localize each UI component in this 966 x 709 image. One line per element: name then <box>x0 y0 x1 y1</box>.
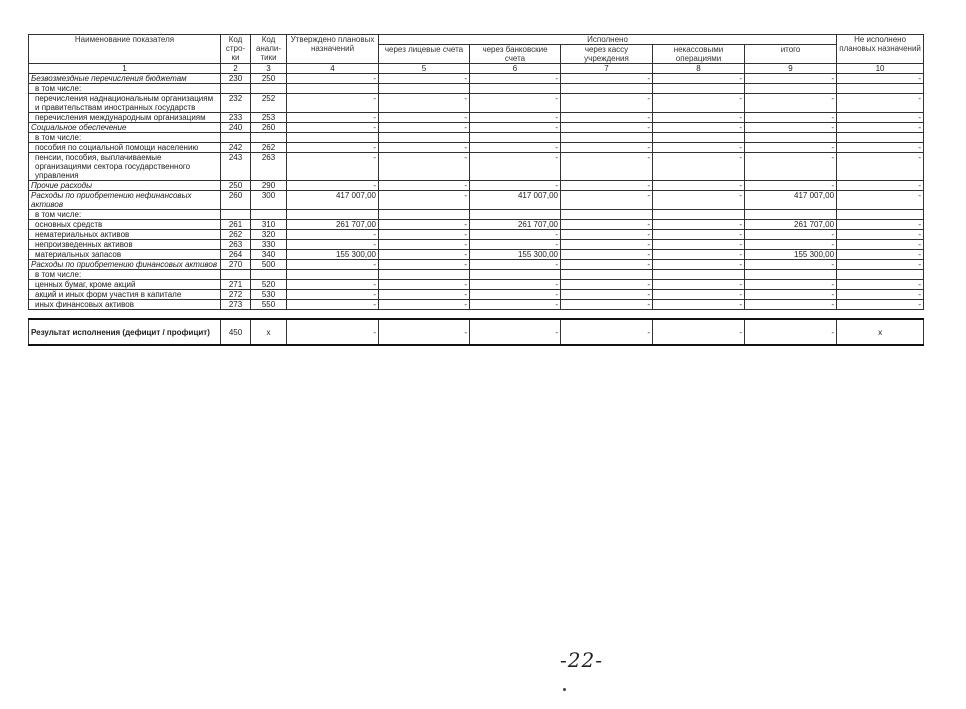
row-value <box>561 210 653 220</box>
row-value <box>561 133 653 143</box>
row-analytic-code: 340 <box>251 250 287 260</box>
row-value: - <box>561 94 653 113</box>
column-number: 3 <box>251 64 287 74</box>
row-value: - <box>287 240 379 250</box>
row-line-code: 264 <box>221 250 251 260</box>
row-value: - <box>379 191 470 210</box>
row-name: Расходы по приобретению нефинансовых активов <box>29 191 221 210</box>
table-row <box>29 260 924 270</box>
row-value: - <box>287 280 379 290</box>
row-line-code: 242 <box>221 143 251 153</box>
col-header-via-cash: через кассу учреждения <box>561 45 653 64</box>
row-name: в том числе: <box>29 210 221 220</box>
row-value: - <box>379 143 470 153</box>
table-row <box>29 113 924 123</box>
column-number-row <box>29 64 924 74</box>
row-analytic-code <box>251 210 287 220</box>
row-value: - <box>745 153 837 181</box>
row-analytic-code: 520 <box>251 280 287 290</box>
row-value: 261 707,00 <box>745 220 837 230</box>
row-value: - <box>561 230 653 240</box>
row-value: - <box>653 74 745 84</box>
row-value <box>470 270 561 280</box>
col-header-line-code: Код стро- ки <box>221 35 251 64</box>
row-value: - <box>745 260 837 270</box>
col-header-not-executed: Не исполнено плановых назначений <box>837 35 924 64</box>
row-value: - <box>653 220 745 230</box>
row-value: - <box>379 240 470 250</box>
result-name: Результат исполнения (дефицит / профицит) <box>29 319 221 345</box>
row-value: - <box>470 230 561 240</box>
row-line-code: 260 <box>221 191 251 210</box>
row-name: акций и иных форм участия в капитале <box>29 290 221 300</box>
row-value: 155 300,00 <box>287 250 379 260</box>
row-value: 417 007,00 <box>287 191 379 210</box>
row-line-code <box>221 84 251 94</box>
row-line-code: 272 <box>221 290 251 300</box>
row-value <box>287 270 379 280</box>
row-name: Безвозмездные перечисления бюджетам <box>29 74 221 84</box>
row-value: - <box>470 94 561 113</box>
row-value <box>653 84 745 94</box>
row-value <box>653 270 745 280</box>
row-value: - <box>653 290 745 300</box>
row-value: - <box>379 113 470 123</box>
row-value: - <box>561 220 653 230</box>
table-row <box>29 84 924 94</box>
row-value: - <box>287 153 379 181</box>
row-value: - <box>470 290 561 300</box>
row-analytic-code: 260 <box>251 123 287 133</box>
row-name: в том числе: <box>29 133 221 143</box>
row-name: нематериальных активов <box>29 230 221 240</box>
row-value: - <box>837 260 924 270</box>
result-value: - <box>653 319 745 345</box>
table-row <box>29 270 924 280</box>
row-value: - <box>561 143 653 153</box>
row-value: - <box>470 260 561 270</box>
row-line-code: 250 <box>221 181 251 191</box>
col-header-via-personal: через лицевые счета <box>379 45 470 64</box>
row-value: - <box>745 240 837 250</box>
row-line-code: 233 <box>221 113 251 123</box>
row-value: - <box>745 123 837 133</box>
row-value: - <box>470 181 561 191</box>
row-value: - <box>379 290 470 300</box>
row-value: - <box>653 123 745 133</box>
row-value: - <box>653 260 745 270</box>
row-analytic-code: 500 <box>251 260 287 270</box>
row-value: 417 007,00 <box>745 191 837 210</box>
row-analytic-code: 262 <box>251 143 287 153</box>
row-value: - <box>470 240 561 250</box>
row-value: - <box>653 280 745 290</box>
row-analytic-code: 290 <box>251 181 287 191</box>
row-value: - <box>379 123 470 133</box>
row-value: - <box>287 74 379 84</box>
column-number: 8 <box>653 64 745 74</box>
col-header-total: итого <box>745 45 837 64</box>
table-row <box>29 191 924 210</box>
row-value <box>287 84 379 94</box>
row-name: иных финансовых активов <box>29 300 221 310</box>
col-header-noncash: некассовыми операциями <box>653 45 745 64</box>
row-value: 155 300,00 <box>745 250 837 260</box>
row-value: - <box>745 290 837 300</box>
table-row <box>29 300 924 310</box>
expenditure-table <box>28 34 924 346</box>
row-value: - <box>561 74 653 84</box>
row-line-code: 230 <box>221 74 251 84</box>
col-header-via-bank: через банковские счета <box>470 45 561 64</box>
result-value: - <box>561 319 653 345</box>
table-row <box>29 123 924 133</box>
page-number: -22- <box>560 648 603 672</box>
table-row <box>29 153 924 181</box>
row-value <box>287 133 379 143</box>
table-row <box>29 250 924 260</box>
row-value: - <box>745 94 837 113</box>
row-analytic-code <box>251 270 287 280</box>
row-line-code: 271 <box>221 280 251 290</box>
row-value: - <box>837 113 924 123</box>
row-value: - <box>837 300 924 310</box>
row-value: - <box>561 290 653 300</box>
result-value: - <box>470 319 561 345</box>
row-analytic-code: 300 <box>251 191 287 210</box>
scan-speck <box>563 688 566 691</box>
row-value: - <box>561 181 653 191</box>
row-name: Прочие расходы <box>29 181 221 191</box>
row-name: перечисления наднациональным организациям и правительствам иностранных государств <box>29 94 221 113</box>
row-line-code <box>221 270 251 280</box>
row-value: - <box>379 230 470 240</box>
table-row <box>29 210 924 220</box>
row-value: 261 707,00 <box>287 220 379 230</box>
row-value: - <box>653 230 745 240</box>
row-value: - <box>653 113 745 123</box>
row-line-code: 262 <box>221 230 251 240</box>
row-line-code: 240 <box>221 123 251 133</box>
row-value <box>745 133 837 143</box>
row-value: - <box>561 280 653 290</box>
row-analytic-code: 252 <box>251 94 287 113</box>
table-row <box>29 133 924 143</box>
row-value <box>653 133 745 143</box>
row-analytic-code: 250 <box>251 74 287 84</box>
row-value: - <box>470 74 561 84</box>
row-value: - <box>561 260 653 270</box>
result-analytic-code: x <box>251 319 287 345</box>
row-value: - <box>287 300 379 310</box>
row-value: - <box>287 94 379 113</box>
row-value: - <box>561 300 653 310</box>
result-value: - <box>287 319 379 345</box>
row-value: - <box>745 74 837 84</box>
row-name: Социальное обеспечение <box>29 123 221 133</box>
column-number: 7 <box>561 64 653 74</box>
row-analytic-code: 550 <box>251 300 287 310</box>
row-value: - <box>837 290 924 300</box>
row-line-code: 243 <box>221 153 251 181</box>
row-value <box>379 84 470 94</box>
row-name: пособия по социальной помощи населению <box>29 143 221 153</box>
row-value <box>470 84 561 94</box>
column-number: 6 <box>470 64 561 74</box>
row-value <box>837 84 924 94</box>
row-value <box>837 133 924 143</box>
col-header-name: Наименование показателя <box>29 35 221 64</box>
row-value <box>470 210 561 220</box>
column-number: 9 <box>745 64 837 74</box>
table-row <box>29 290 924 300</box>
row-value: - <box>561 113 653 123</box>
row-value: - <box>287 143 379 153</box>
row-value: - <box>837 74 924 84</box>
row-value: - <box>287 181 379 191</box>
row-name: непроизведенных активов <box>29 240 221 250</box>
row-value: - <box>837 143 924 153</box>
row-value: - <box>653 143 745 153</box>
row-value: - <box>470 153 561 181</box>
row-value: - <box>470 143 561 153</box>
row-value: - <box>837 250 924 260</box>
row-value <box>561 270 653 280</box>
spacer-row <box>29 310 924 320</box>
row-value: - <box>653 250 745 260</box>
col-header-analytic-code: Код анали- тики <box>251 35 287 64</box>
row-value: - <box>561 191 653 210</box>
row-value <box>837 210 924 220</box>
row-analytic-code: 253 <box>251 113 287 123</box>
row-line-code <box>221 133 251 143</box>
row-value: - <box>837 181 924 191</box>
row-name: в том числе: <box>29 84 221 94</box>
row-value: - <box>287 290 379 300</box>
row-value: - <box>837 230 924 240</box>
row-value: - <box>287 123 379 133</box>
result-value: - <box>745 319 837 345</box>
col-header-executed: Исполнено <box>379 35 837 45</box>
column-number: 4 <box>287 64 379 74</box>
row-value: - <box>653 240 745 250</box>
row-line-code: 232 <box>221 94 251 113</box>
row-value: - <box>561 153 653 181</box>
row-value: - <box>470 113 561 123</box>
row-name: основных средств <box>29 220 221 230</box>
row-name: Расходы по приобретению финансовых активов <box>29 260 221 270</box>
row-value <box>745 210 837 220</box>
col-header-approved: Утверждено плановых назначений <box>287 35 379 64</box>
row-name: в том числе: <box>29 270 221 280</box>
table-row <box>29 143 924 153</box>
row-name: ценных бумаг, кроме акций <box>29 280 221 290</box>
row-value: - <box>379 181 470 191</box>
row-analytic-code: 310 <box>251 220 287 230</box>
row-line-code <box>221 210 251 220</box>
table-row <box>29 230 924 240</box>
table-row <box>29 240 924 250</box>
row-name: пенсии, пособия, выплачиваемые организациями сектора государственного управления <box>29 153 221 181</box>
column-number: 10 <box>837 64 924 74</box>
row-analytic-code: 330 <box>251 240 287 250</box>
row-analytic-code: 320 <box>251 230 287 240</box>
row-value: - <box>653 153 745 181</box>
row-value: - <box>745 143 837 153</box>
report-sheet <box>28 34 923 346</box>
row-value <box>745 84 837 94</box>
row-value: 261 707,00 <box>470 220 561 230</box>
row-value: - <box>379 250 470 260</box>
row-value: - <box>379 260 470 270</box>
row-value <box>745 270 837 280</box>
row-value: - <box>653 300 745 310</box>
row-value: 155 300,00 <box>470 250 561 260</box>
row-value: - <box>745 113 837 123</box>
row-name: материальных запасов <box>29 250 221 260</box>
row-analytic-code: 263 <box>251 153 287 181</box>
row-value <box>379 210 470 220</box>
row-value: - <box>837 280 924 290</box>
row-value: - <box>470 123 561 133</box>
table-row <box>29 94 924 113</box>
result-row <box>29 319 924 345</box>
row-value <box>561 84 653 94</box>
row-value: - <box>379 74 470 84</box>
row-value: - <box>470 280 561 290</box>
row-analytic-code <box>251 84 287 94</box>
row-value: - <box>379 94 470 113</box>
row-value <box>653 210 745 220</box>
table-row <box>29 220 924 230</box>
row-value: - <box>837 94 924 113</box>
row-value: - <box>837 123 924 133</box>
row-value: - <box>745 280 837 290</box>
row-value: - <box>287 113 379 123</box>
row-value: - <box>561 250 653 260</box>
result-value: x <box>837 319 924 345</box>
column-number: 5 <box>379 64 470 74</box>
row-analytic-code <box>251 133 287 143</box>
column-number: 1 <box>29 64 221 74</box>
row-value: - <box>837 153 924 181</box>
row-name: перечисления международным организациям <box>29 113 221 123</box>
table-row <box>29 280 924 290</box>
row-value: - <box>837 240 924 250</box>
row-value: - <box>653 181 745 191</box>
row-value: - <box>837 220 924 230</box>
column-number: 2 <box>221 64 251 74</box>
row-value: - <box>653 94 745 113</box>
row-value: - <box>561 123 653 133</box>
row-value: 417 007,00 <box>470 191 561 210</box>
table-body <box>29 74 924 310</box>
row-line-code: 270 <box>221 260 251 270</box>
row-value: - <box>837 191 924 210</box>
row-analytic-code: 530 <box>251 290 287 300</box>
row-value: - <box>470 300 561 310</box>
row-value: - <box>745 230 837 240</box>
row-value <box>379 133 470 143</box>
row-value: - <box>561 240 653 250</box>
row-value: - <box>745 181 837 191</box>
row-value: - <box>379 300 470 310</box>
row-value: - <box>379 153 470 181</box>
row-value <box>837 270 924 280</box>
row-value: - <box>653 191 745 210</box>
row-value <box>470 133 561 143</box>
row-value: - <box>379 220 470 230</box>
row-value: - <box>745 300 837 310</box>
result-value: - <box>379 319 470 345</box>
table-row <box>29 181 924 191</box>
row-line-code: 261 <box>221 220 251 230</box>
row-value: - <box>379 280 470 290</box>
row-line-code: 273 <box>221 300 251 310</box>
table-row <box>29 74 924 84</box>
row-value <box>287 210 379 220</box>
row-value: - <box>287 230 379 240</box>
row-value <box>379 270 470 280</box>
row-line-code: 263 <box>221 240 251 250</box>
row-value: - <box>287 260 379 270</box>
result-line-code: 450 <box>221 319 251 345</box>
